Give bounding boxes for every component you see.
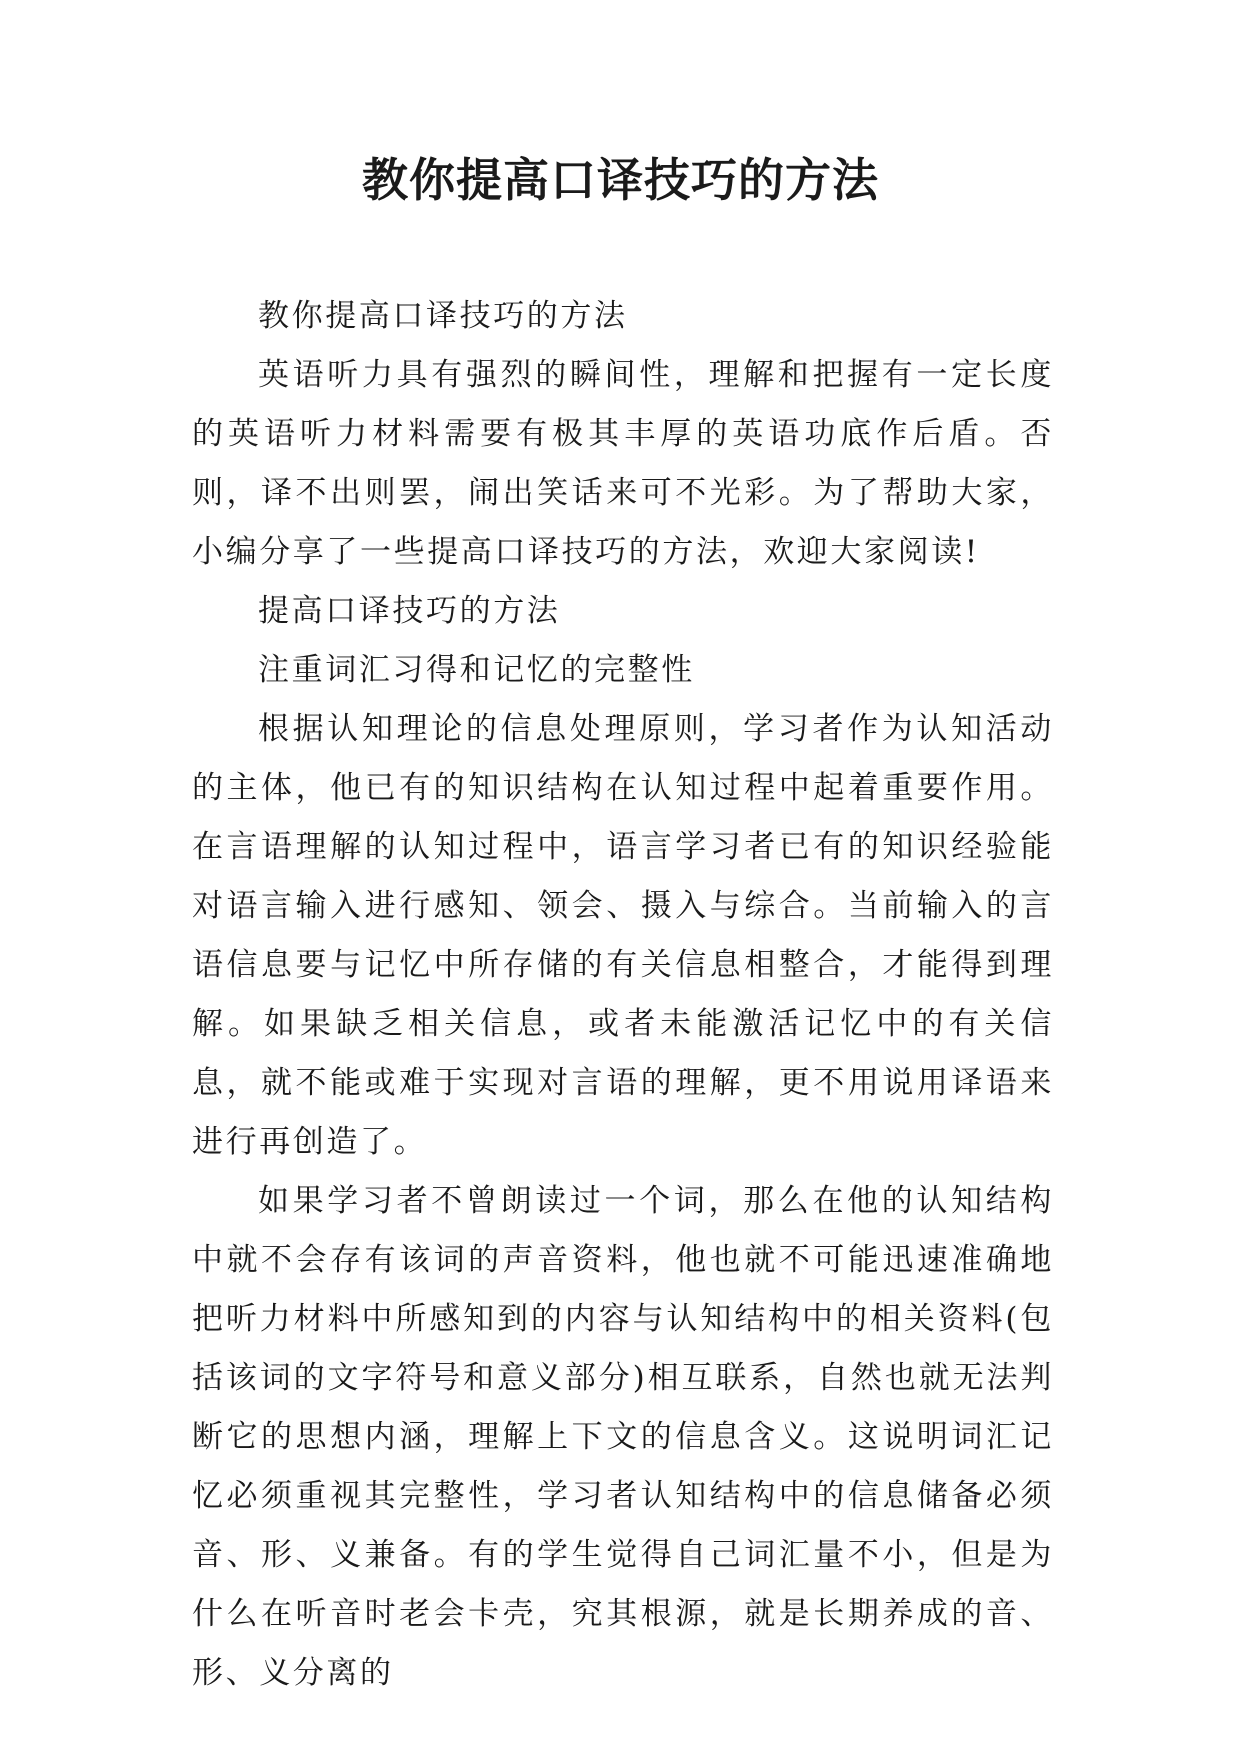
section-heading: 提高口译技巧的方法 <box>258 593 561 629</box>
paragraph-cognitive-theory: 根据认知理论的信息处理原则，学习者作为认知活动的主体，他已有的知识结构在认知过程中起着重要作用。在言语理解的认知过程中，语言学习者已有的知识经验能对语言输入进行感知、领会、摄入与综合。当前输入的言语信息要与记忆中所存储的有关信息相整合，才能得到理解。如果缺乏相关信息，或者未能激活记忆中的有关信息，就不能或难于实现对言语的理解，更不用说用译语来进行再创造了。 <box>192 711 1054 1160</box>
subsection-heading: 注重词汇习得和记忆的完整性 <box>258 652 695 688</box>
document-title: 教你提高口译技巧的方法 <box>362 153 879 207</box>
paragraph-intro: 英语听力具有强烈的瞬间性，理解和把握有一定长度的英语听力材料需要有极其丰厚的英语功底作后盾。否则，译不出则罢，闹出笑话来可不光彩。为了帮助大家，小编分享了一些提高口译技巧的方法，欢迎大家阅读! <box>192 357 1054 570</box>
document-body <box>192 287 1054 1703</box>
paragraph-subtitle: 教你提高口译技巧的方法 <box>258 298 628 334</box>
paragraph-vocabulary-memory: 如果学习者不曾朗读过一个词，那么在他的认知结构中就不会存有该词的声音资料，他也就不可能迅速准确地把听力材料中所感知到的内容与认知结构中的相关资料(包括该词的文字符号和意义部分)相互联系，自然也就无法判断它的思想内涵，理解上下文的信息含义。这说明词汇记忆必须重视其完整性，学习者认知结构中的信息储备必须音、形、义兼备。有的学生觉得自己词汇量不小，但是为什么在听音时老会卡壳，究其根源，就是长期养成的音、形、义分离的 <box>192 1183 1054 1691</box>
